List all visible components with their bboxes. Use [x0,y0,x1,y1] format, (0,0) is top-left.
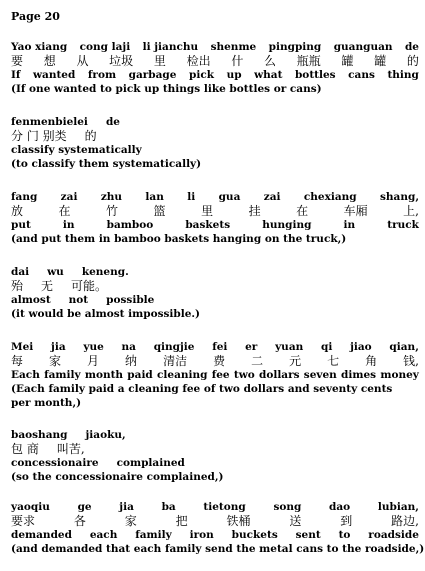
hanzi-line [11,204,419,218]
gloss-word: truck [387,219,419,231]
pinyin-word: fenmenbielei [11,116,88,128]
hanzi-word: 么 [264,54,277,68]
hanzi-word: 在 [296,204,309,218]
pinyin-word: fei [212,341,228,353]
gloss-word: garbage [128,69,177,81]
gloss-word: thing [387,69,419,81]
gloss-word: each [89,529,118,541]
pinyin-word: er [245,341,258,353]
pinyin-word: ba [161,501,176,513]
gloss-word: to [338,529,351,541]
gloss-word: If [11,69,21,81]
pinyin-word: jia [119,501,134,513]
gloss-word: money [380,369,419,381]
hanzi-word: 到 [340,514,353,528]
pinyin-word: yuan [275,341,304,353]
translation-line: (and demanded that each family send the metal cans to the roadside,) [11,543,425,555]
hanzi-word: 挂 [248,204,261,218]
gloss-word: iron [189,529,214,541]
pinyin-line [11,340,419,354]
sentence-block [11,500,425,556]
gloss-line [11,456,419,470]
hanzi-word: 月 [87,354,100,368]
hanzi-word: 元 [289,354,302,368]
pinyin-word: yaoqiu [11,501,50,513]
hanzi-word: 放 [11,204,24,218]
pinyin-word: dao [329,501,351,513]
gloss-word: baskets [185,219,231,231]
hanzi-word: 角 [365,354,378,368]
pinyin-word: cong laji [79,41,131,53]
pinyin-word: yue [83,341,104,353]
gloss-word: dimes [341,369,377,381]
pinyin-word: baoshang [11,429,68,441]
hanzi-line [11,129,419,143]
pinyin-word: zai [263,191,281,203]
hanzi-word: 送 [289,514,302,528]
pinyin-word: song [273,501,302,513]
hanzi-word: 要求 [11,514,36,528]
gloss-word: fee [211,369,230,381]
pinyin-line [11,500,419,514]
gloss-word: demanded [11,529,72,541]
hanzi-word: 七 [327,354,340,368]
gloss-word: family [135,529,172,541]
gloss-word: bamboo [106,219,154,231]
pinyin-word: gua [218,191,241,203]
hanzi-word: 各 [73,514,86,528]
gloss-line [11,368,419,382]
hanzi-line [11,54,419,68]
hanzi-line [11,354,419,368]
pinyin-word: fang [11,191,38,203]
translation-line: (and put them in bamboo baskets hanging on the truck,) [11,233,347,245]
pinyin-word: lan [145,191,164,203]
hanzi-word: 每 [11,354,24,368]
gloss-word: bottles [294,69,336,81]
pinyin-word: guanguan [333,41,393,53]
page-title: Page 20 [11,10,60,23]
pinyin-word: zai [60,191,78,203]
hanzi-word: 殆 [11,279,24,293]
gloss-word: month [84,369,124,381]
gloss-word: in [343,219,356,231]
hanzi-word: 纳 [125,354,138,368]
gloss-word: Each [11,369,40,381]
gloss-line [11,218,419,232]
pinyin-word: pingping [268,41,322,53]
pinyin-word: de [404,41,419,53]
gloss-word: paid [127,369,153,381]
sentence-block [11,428,419,484]
hanzi-word: 家 [124,514,137,528]
gloss-word: almost [11,294,51,306]
hanzi-word: 罐 [341,54,354,68]
gloss-word: wanted [32,69,76,81]
hanzi-word: 里 [201,204,214,218]
gloss-word: seven [303,369,337,381]
pinyin-line [11,428,419,442]
pinyin-line [11,190,419,204]
gloss-word: possible [106,294,155,306]
gloss-line [11,143,419,157]
gloss-word: complained [116,457,185,469]
pinyin-word: ge [77,501,92,513]
hanzi-word: 可能。 [71,279,108,293]
hanzi-word: 想 [43,54,56,68]
hanzi-word: 车厢 [343,204,368,218]
hanzi-word: 检出 [186,54,211,68]
sentence-block [11,115,419,171]
gloss-word: buckets [231,529,278,541]
hanzi-word: 瓶瓶 [296,54,321,68]
translation-line: (to classify them systematically) [11,158,202,170]
sentence-block [11,190,419,246]
pinyin-word: Yao xiang [11,41,68,53]
pinyin-word: qi [321,341,333,353]
pinyin-word: jiao [350,341,372,353]
hanzi-word: 垃圾 [109,54,134,68]
hanzi-word: 家 [49,354,62,368]
hanzi-word: 分 门 别类 [11,129,67,143]
hanzi-word: 在 [58,204,71,218]
hanzi-line [11,279,419,293]
pinyin-line [11,40,419,54]
pinyin-word: dai [11,266,30,278]
hanzi-line [11,514,419,528]
pinyin-word: zhu [100,191,123,203]
gloss-word: sent [295,529,321,541]
gloss-word: cans [348,69,375,81]
pinyin-line [11,265,419,279]
pinyin-word: shang, [380,191,419,203]
pinyin-word: de [105,116,120,128]
hanzi-word: 无 [41,279,54,293]
hanzi-word: 钱, [403,354,419,368]
hanzi-word: 包 商 [11,442,39,456]
gloss-word: from [87,69,117,81]
gloss-word: concessionaire [11,457,99,469]
gloss-word: in [62,219,75,231]
translation-line: (If one wanted to pick up things like bottles or cans) [11,83,322,95]
translation-line: (it would be almost impossible.) [11,308,201,320]
gloss-word: classify systematically [11,144,142,156]
gloss-line [11,68,419,82]
pinyin-word: lubian, [377,501,419,513]
hanzi-word: 篮 [153,204,166,218]
sentence-block [11,340,419,410]
hanzi-word: 罐 [374,54,387,68]
hanzi-word: 费 [213,354,226,368]
hanzi-word: 清洁 [163,354,188,368]
gloss-word: put [11,219,31,231]
pinyin-word: li [187,191,196,203]
hanzi-word: 什 [231,54,244,68]
hanzi-word: 从 [76,54,89,68]
gloss-line [11,528,419,542]
gloss-word: pick [189,69,215,81]
gloss-word: cleaning [157,369,208,381]
gloss-word: two [233,369,255,381]
gloss-word: family [44,369,81,381]
hanzi-word: 竹 [106,204,119,218]
gloss-word: roadside [368,529,419,541]
translation-line: (so the concessionaire complained,) [11,471,224,483]
pinyin-line [11,115,419,129]
pinyin-word: tietong [203,501,246,513]
hanzi-word: 上, [403,204,419,218]
hanzi-word: 里 [153,54,166,68]
pinyin-word: wu [47,266,64,278]
pinyin-word: shenme [210,41,257,53]
hanzi-word: 的 [406,54,419,68]
hanzi-line [11,442,419,456]
pinyin-word: li jianchu [142,41,199,53]
hanzi-word: 的 [84,129,97,143]
gloss-word: hunging [262,219,312,231]
pinyin-word: na [121,341,136,353]
gloss-word: up [226,69,242,81]
sentence-block [11,40,419,96]
pinyin-word: qian, [389,341,419,353]
hanzi-word: 二 [251,354,264,368]
gloss-word: what [254,69,283,81]
gloss-word: dollars [258,369,300,381]
gloss-word: not [68,294,89,306]
pinyin-word: chexiang [303,191,357,203]
pinyin-word: keneng. [81,266,129,278]
hanzi-word: 把 [175,514,188,528]
hanzi-word: 路边, [391,514,419,528]
hanzi-word: 叫苦, [56,442,85,456]
pinyin-word: jia [51,341,66,353]
translation-line: (Each family paid a cleaning fee of two dollars and seventy cents per month,) [11,383,393,409]
gloss-line [11,293,419,307]
hanzi-word: 要 [11,54,24,68]
pinyin-word: jiaoku, [85,429,126,441]
sentence-block [11,265,419,321]
hanzi-word: 铁桶 [226,514,251,528]
pinyin-word: qingjie [153,341,195,353]
pinyin-word: Mei [11,341,34,353]
